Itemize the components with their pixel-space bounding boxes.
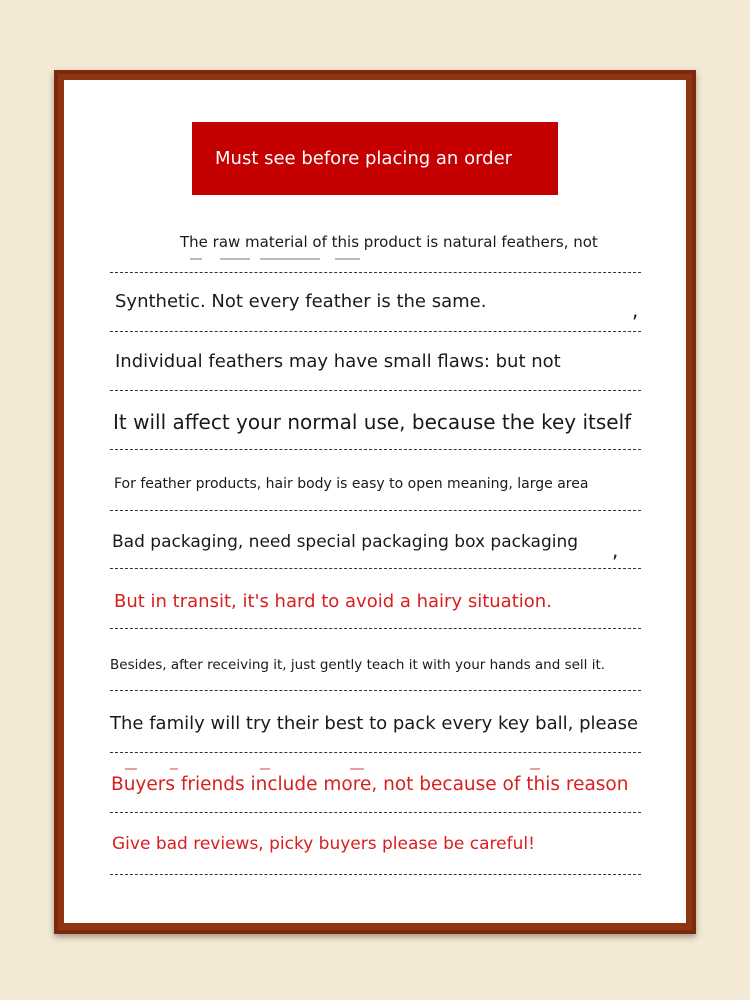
clipped-text-remnant	[110, 258, 641, 261]
notice-line-8: Besides, after receiving it, just gently teach it with your hands and sell it.	[110, 657, 606, 673]
dashed-rule	[110, 390, 641, 391]
notice-line-6: Bad packaging, need special packaging box packaging	[112, 532, 579, 552]
notice-line-1: The raw material of this product is natural feathers, not	[180, 233, 598, 251]
clipped-text-remnant	[110, 768, 641, 771]
dashed-rule	[110, 752, 641, 753]
notice-line-5: For feather products, hair body is easy to open meaning, large area	[114, 476, 589, 492]
dashed-rule	[110, 510, 641, 511]
dashed-rule	[110, 272, 641, 273]
notice-line-4: It will affect your normal use, because the key itself	[113, 410, 632, 434]
trailing-comma: ,	[612, 538, 619, 562]
dashed-rule	[110, 690, 641, 691]
dashed-rule	[110, 874, 641, 875]
dashed-rule	[110, 628, 641, 629]
notice-line-11: Give bad reviews, picky buyers please be careful!	[112, 834, 535, 854]
notice-title-banner	[192, 122, 558, 195]
notice-title: Must see before placing an order	[215, 148, 513, 169]
trailing-comma: ,	[632, 298, 639, 322]
dashed-rule	[110, 449, 641, 450]
notice-line-10: Buyers friends include more, not because of this reason	[111, 774, 629, 795]
dashed-rule	[110, 331, 641, 332]
notice-line-3: Individual feathers may have small flaws: but not	[115, 351, 561, 372]
notice-line-7: But in transit, it's hard to avoid a hairy situation.	[114, 591, 552, 612]
dashed-rule	[110, 568, 641, 569]
dashed-rule	[110, 812, 641, 813]
notice-line-2: Synthetic. Not every feather is the same.	[115, 291, 487, 312]
notice-paper	[64, 80, 686, 923]
notice-line-9: The family will try their best to pack every key ball, please	[110, 713, 639, 734]
